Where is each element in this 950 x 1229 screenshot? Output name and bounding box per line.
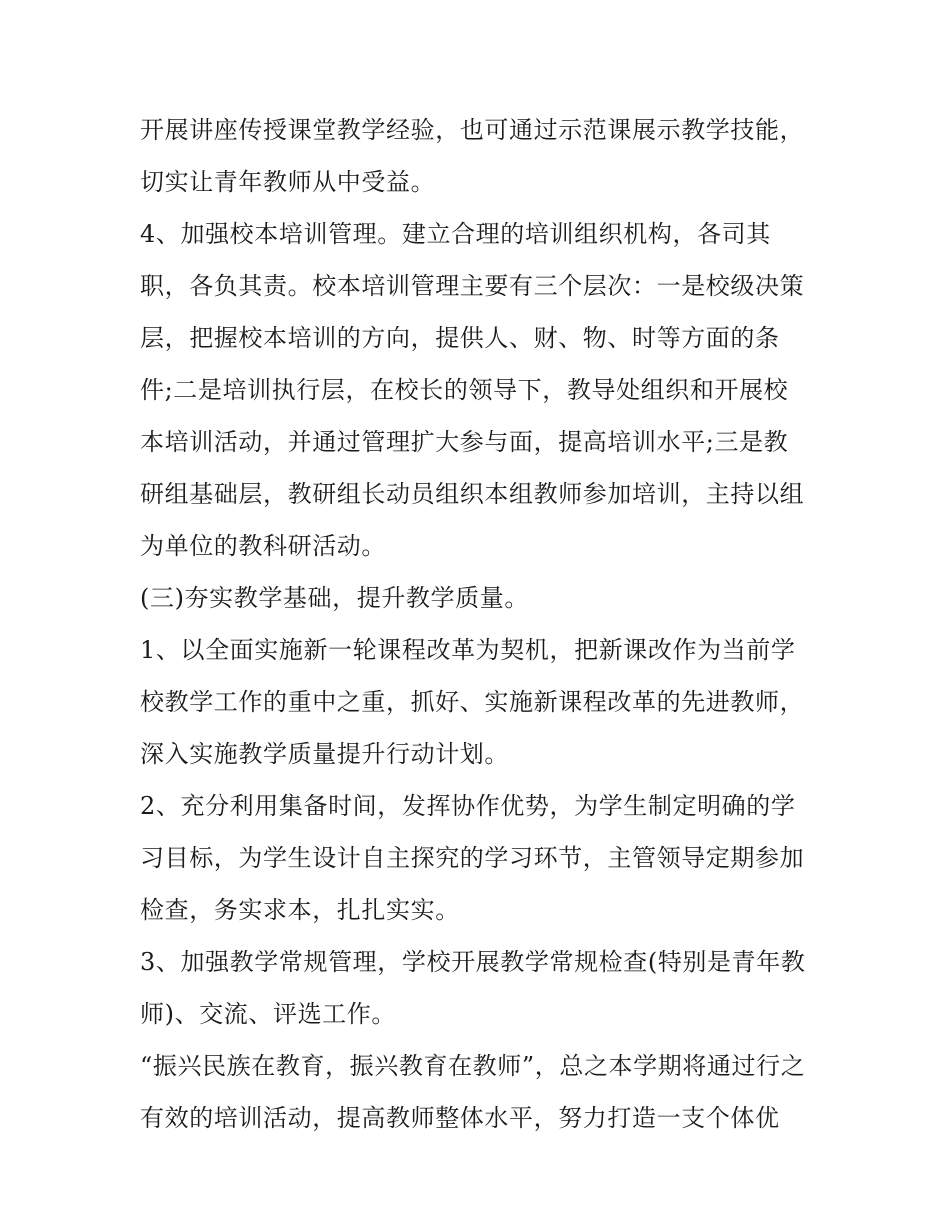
text-line: 校教学工作的重中之重，抓好、实施新课程改革的先进教师， [140, 688, 805, 716]
text-line: 层，把握校本培训的方向，提供人、财、物、时等方面的条 [140, 324, 780, 352]
text-line: 师)、交流、评选工作。 [140, 1000, 396, 1028]
text-line: 有效的培训活动，提高教师整体水平，努力打造一支个体优 [140, 1104, 780, 1132]
text-line: 4、加强校本培训管理。建立合理的培训组织机构，各司其 [140, 220, 771, 248]
text-line: 1、以全面实施新一轮课程改革为契机，把新课改作为当前学 [140, 636, 796, 664]
text-line: 开展讲座传授课堂教学经验，也可通过示范课展示教学技能， [140, 116, 805, 144]
text-line: 职，各负其责。校本培训管理主要有三个层次：一是校级决策 [140, 272, 805, 300]
text-line: 3、加强教学常规管理，学校开展教学常规检查(特别是青年教 [140, 948, 806, 976]
text-line: 研组基础层，教研组长动员组织本组教师参加培训，主持以组 [140, 480, 805, 508]
text-line: 件;二是培训执行层，在校长的领导下，教导处组织和开展校 [140, 376, 789, 404]
text-line: 习目标，为学生设计自主探究的学习环节，主管领导定期参加 [140, 844, 805, 872]
text-line: 检查，务实求本，扎扎实实。 [140, 896, 460, 924]
text-line: 为单位的教科研活动。 [140, 532, 386, 560]
text-line: 切实让青年教师从中受益。 [140, 168, 436, 196]
text-line: 本培训活动，并通过管理扩大参与面，提高培训水平;三是教 [140, 428, 789, 456]
section-heading: (三)夯实教学基础，提升教学质量。 [140, 584, 529, 612]
text-line: 2、充分利用集备时间，发挥协作优势，为学生制定明确的学 [140, 792, 796, 820]
text-line: 深入实施教学质量提升行动计划。 [140, 740, 509, 768]
text-line: “振兴民族在教育，振兴教育在教师”，总之本学期将通过行之 [140, 1052, 806, 1080]
document-body [140, 104, 830, 1144]
